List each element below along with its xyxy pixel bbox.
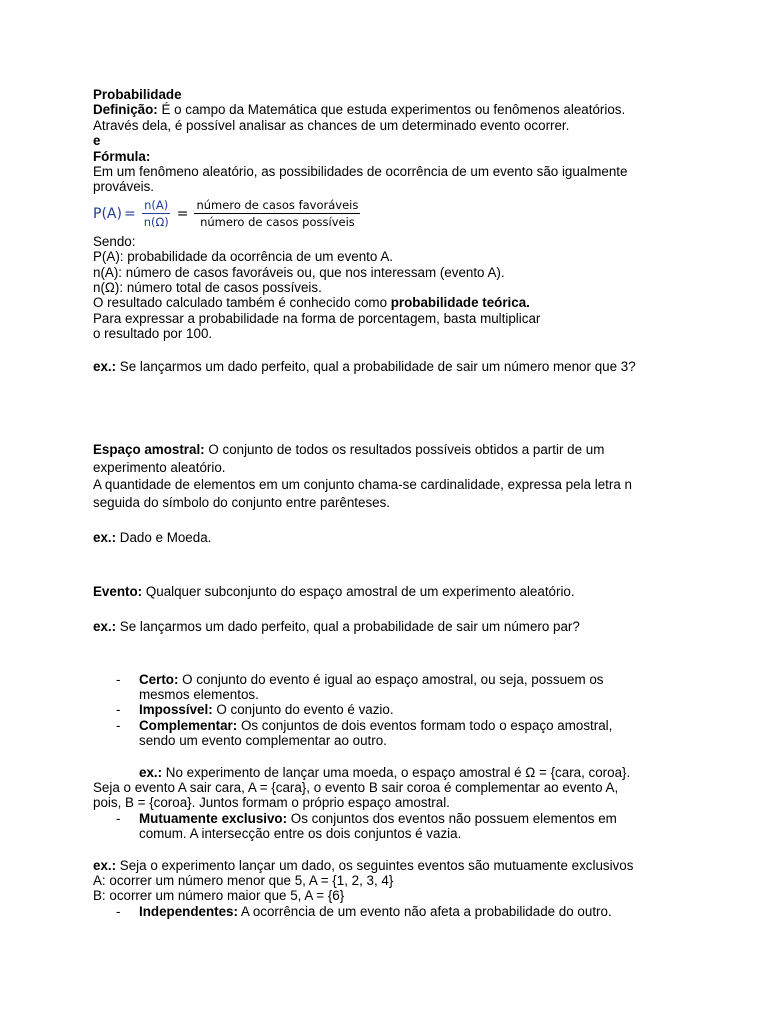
formula-label: Fórmula: (93, 148, 151, 164)
e-label: e (93, 133, 101, 149)
formula-num-text: número de casos favoráveis (196, 198, 359, 213)
bullet-dash: - (116, 671, 121, 687)
def-na: n(A): número de casos favoráveis ou, que nos interessam (evento A). (93, 264, 505, 280)
list-item-complementar-cont: sendo um evento complementar ao outro. (139, 733, 387, 749)
probability-formula (93, 197, 693, 231)
event-types-list (93, 672, 693, 749)
bullet-dash: - (116, 717, 121, 733)
document-page (93, 87, 693, 919)
definicao-line: Definição: É o campo da Matemática que estuda experimentos ou fenômenos aleatórios. (93, 102, 626, 118)
event-types-list-2 (93, 811, 693, 842)
espaco-line-1: Espaço amostral: O conjunto de todos os resultados possíveis obtidos a partir de um (93, 442, 605, 458)
formula-fraction-n (142, 198, 171, 229)
formula-intro-1: Em um fenômeno aleatório, as possibilidades de ocorrência de um evento são igualmente (93, 164, 628, 180)
formula-den-n: n(Ω) (143, 215, 169, 230)
def-nomega: n(Ω): número total de casos possíveis. (93, 280, 322, 296)
list-item-certo: - Certo: O conjunto do evento é igual ao espaço amostral, ou seja, possuem os (116, 671, 604, 687)
formula-num-n: n(A) (144, 198, 169, 213)
espaco-line-2: experimento aleatório. (93, 459, 226, 475)
example-2: ex.: Dado e Moeda. (93, 530, 212, 546)
formula-equals-2: = (176, 205, 189, 222)
bullet-dash: - (116, 903, 121, 919)
list-item-independentes: - Independentes: A ocorrência de um evento não afeta a probabilidade do outro. (116, 903, 612, 919)
example-4-line-2: Seja o evento A sair cara, A = {cara}, o evento B sair coroa é complementar ao evento A, (93, 780, 619, 796)
example-5-line-3: B: ocorrer um número maior que 5, A = {6} (93, 888, 345, 904)
teorica-line: O resultado calculado também é conhecido como probabilidade teórica. (93, 295, 530, 311)
event-types-list-3 (93, 904, 693, 919)
bullet-dash: - (116, 810, 121, 826)
list-item-certo-cont: mesmos elementos. (139, 687, 259, 702)
espaco-line-4: seguida do símbolo do conjunto entre parênteses. (93, 494, 391, 510)
example-5-line-2: A: ocorrer um número menor que 5, A = {1, 2, 3, 4} (93, 873, 394, 889)
example-4-line-3: pois, B = {coroa}. Juntos formam o próprio espaço amostral. (93, 795, 450, 811)
porcentagem-line-2: o resultado por 100. (93, 326, 213, 342)
example-1: ex.: Se lançarmos um dado perfeito, qual a probabilidade de sair um número menor que 3? (93, 358, 636, 374)
list-item-mutuamente-exclusivo-cont: comum. A intersecção entre os dois conjuntos é vazia. (139, 826, 462, 842)
espaco-line-3: A quantidade de elementos em um conjunto chama-se cardinalidade, expressa pela letra n (93, 477, 632, 493)
bullet-dash: - (116, 702, 121, 718)
formula-equals-1: = (123, 205, 136, 222)
example-3: ex.: Se lançarmos um dado perfeito, qual a probabilidade de sair um número par? (93, 619, 580, 635)
example-4-line-1: ex.: No experimento de lançar uma moeda, o espaço amostral é Ω = {cara, coroa}. (139, 764, 631, 780)
example-5-line-1: ex.: Seja o experimento lançar um dado, os seguintes eventos são mutuamente exclusivos (93, 857, 634, 873)
definicao-line-2: Através dela, é possível analisar as chances de um determinado evento ocorrer. (93, 117, 570, 133)
sendo-label: Sendo: (93, 233, 136, 249)
formula-den-text: número de casos possíveis (200, 215, 355, 230)
list-item-mutuamente-exclusivo: - Mutuamente exclusivo: Os conjuntos dos eventos não possuem elementos em (116, 810, 617, 826)
evento-line: Evento: Qualquer subconjunto do espaço amostral de um experimento aleatório. (93, 583, 575, 599)
formula-lhs: P(A) (93, 205, 122, 222)
list-item-impossivel: - Impossível: O conjunto do evento é vazio. (116, 702, 394, 718)
list-item-complementar: - Complementar: Os conjuntos de dois eventos formam todo o espaço amostral, (116, 717, 613, 733)
porcentagem-line-1: Para expressar a probabilidade na forma de porcentagem, basta multiplicar (93, 310, 541, 326)
formula-intro-2: prováveis. (93, 179, 155, 195)
heading-probabilidade: Probabilidade (93, 87, 182, 102)
formula-fraction-text (194, 198, 360, 229)
def-pa: P(A): probabilidade da ocorrência de um evento A. (93, 249, 393, 265)
